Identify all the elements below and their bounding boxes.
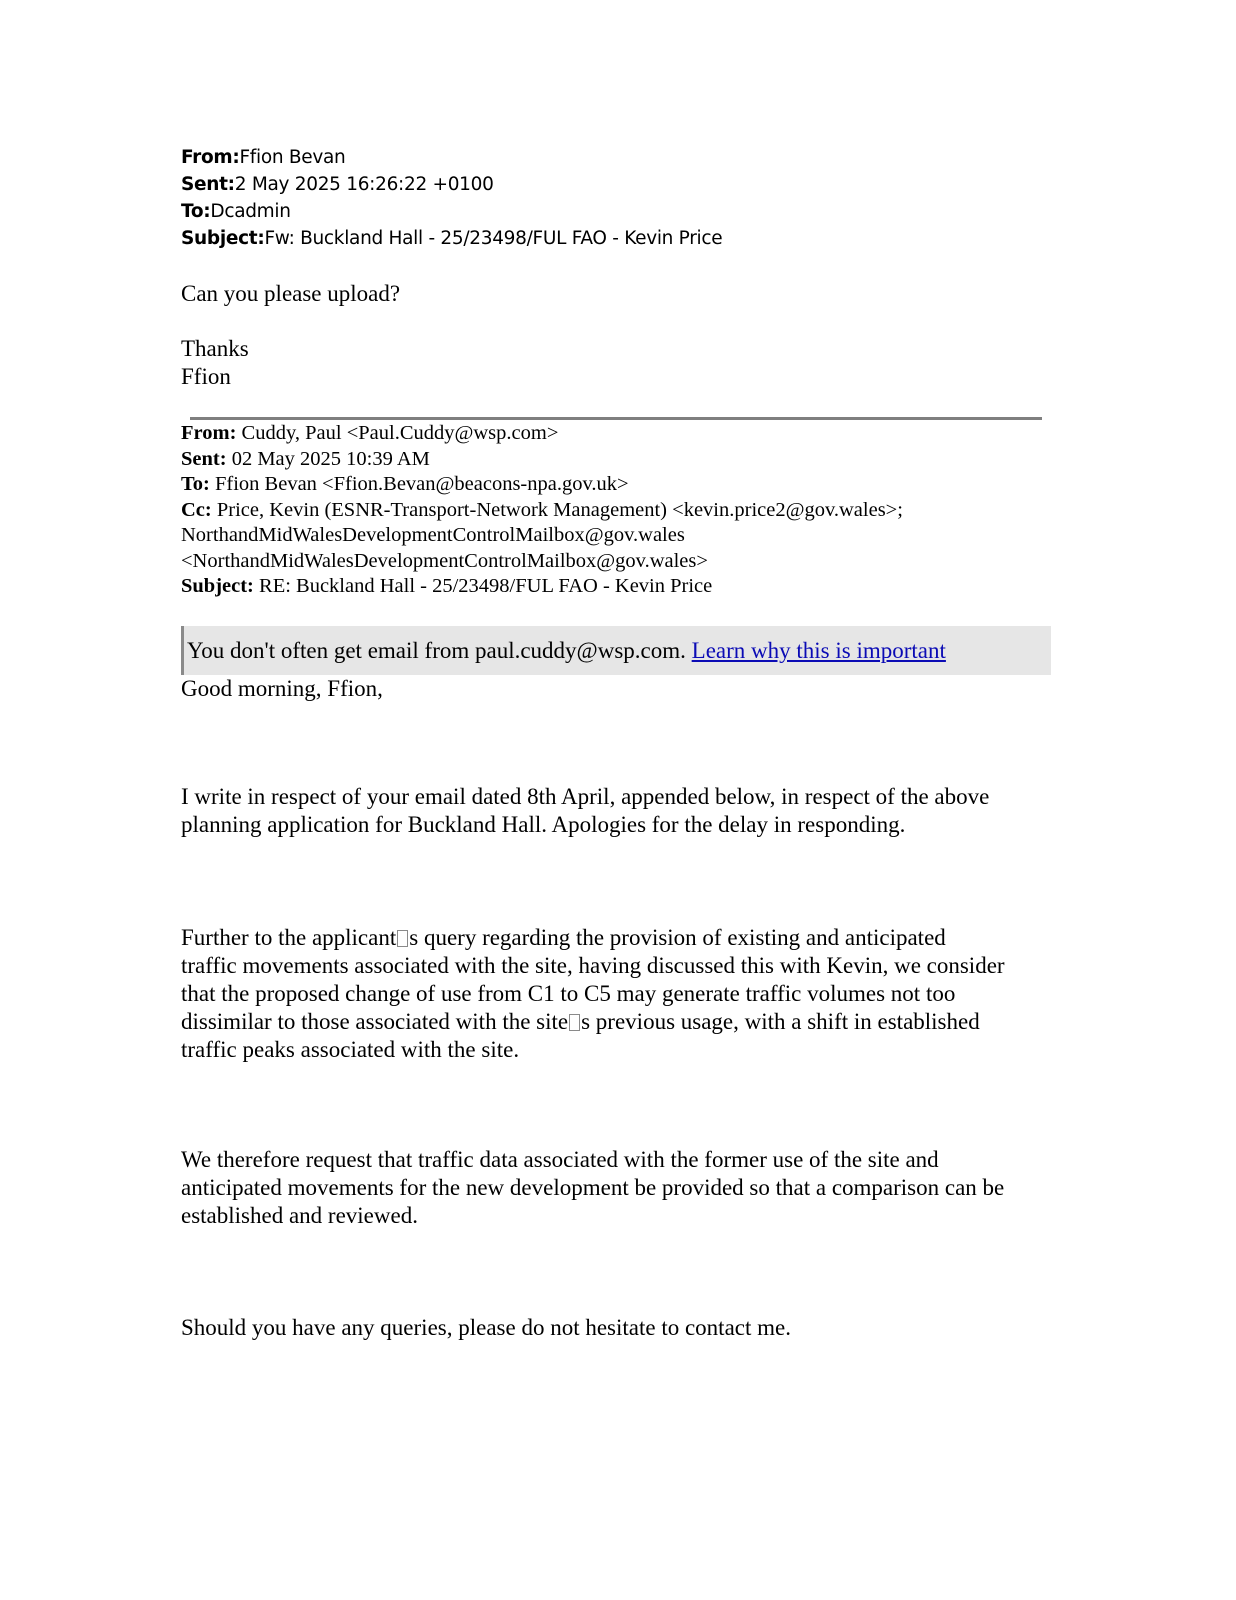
header-sent-row (181, 171, 722, 198)
greeting-line: Good morning, Ffion, (181, 676, 383, 701)
fwd-to-value: Ffion Bevan <Ffion.Bevan@beacons-npa.gov.uk> (209, 473, 629, 495)
paragraph-2 (181, 924, 1061, 1064)
fwd-to-label: To: (181, 473, 210, 495)
fwd-from-row (181, 421, 903, 447)
fwd-sent-label: Sent: (181, 447, 227, 470)
paragraph-line: that the proposed change of use from C1 to C5 may generate traffic volumes not too (181, 981, 956, 1006)
header-subject-row (181, 225, 722, 252)
forward-separator-line (190, 417, 1042, 420)
paragraph-text: dissimilar to those associated with the site (181, 1009, 569, 1034)
fwd-cc-row-continued: NorthandMidWalesDevelopmentControlMailbox@gov.wales (181, 524, 685, 546)
from-value: Ffion Bevan (239, 147, 346, 168)
paragraph-line: planning application for Buckland Hall. Apologies for the delay in responding. (181, 812, 906, 837)
fwd-subject-value: RE: Buckland Hall - 25/23498/FUL FAO - Kevin Price (253, 575, 713, 597)
closing-line: Should you have any queries, please do not hesitate to contact me. (181, 1315, 791, 1340)
closing-paragraph (181, 1314, 1061, 1342)
fwd-cc-label: Cc: (181, 498, 212, 521)
paragraph-line: I write in respect of your email dated 8th April, appended below, in respect of the above (181, 784, 990, 809)
fwd-subject-row (181, 574, 903, 600)
forwarded-email-header (181, 421, 903, 600)
fwd-from-value: Cuddy, Paul <Paul.Cuddy@wsp.com> (236, 422, 559, 444)
paragraph-text: s previous usage, with a shift in established (581, 1009, 980, 1034)
fwd-cc-row-continued: <NorthandMidWalesDevelopmentControlMailbox@gov.wales> (181, 549, 708, 572)
fwd-cc-value-line1: Price, Kevin (ESNR-Transport-Network Management) <kevin.price2@gov.wales>; (211, 498, 903, 521)
learn-why-important-link[interactable]: Learn why this is important (691, 638, 946, 663)
greeting (181, 675, 1061, 703)
from-label: From: (181, 147, 240, 168)
paragraph-line (181, 924, 1061, 952)
notice-text: You don't often get email from paul.cuddy@wsp.com. (187, 638, 692, 663)
to-value: Dcadmin (210, 201, 291, 222)
paragraph-line: traffic movements associated with the site, having discussed this with Kevin, we consider (181, 953, 1005, 978)
sent-label: Sent: (181, 174, 235, 195)
paragraph-3 (181, 1146, 1061, 1230)
fwd-subject-label: Subject: (181, 575, 254, 597)
paragraph-text: Further to the applicant (181, 925, 397, 950)
fwd-sent-row (181, 447, 903, 473)
intro-message (181, 280, 400, 391)
to-label: To: (181, 201, 211, 222)
fwd-cc-row (181, 498, 903, 524)
paragraph-text: s query regarding the provision of existing and anticipated (409, 925, 946, 950)
missing-glyph-box-icon (569, 1014, 580, 1031)
paragraph-line (181, 1008, 1061, 1036)
intro-signature-line: Ffion (181, 364, 231, 389)
paragraph-line: anticipated movements for the new development be provided so that a comparison can be (181, 1175, 1005, 1200)
subject-label: Subject: (181, 228, 265, 249)
fwd-to-row (181, 472, 903, 498)
paragraph-line: We therefore request that traffic data associated with the former use of the site and (181, 1147, 939, 1172)
subject-value: Fw: Buckland Hall - 25/23498/FUL FAO - Kevin Price (264, 228, 723, 249)
header-to-row (181, 198, 722, 225)
sent-value: 2 May 2025 16:26:22 +0100 (234, 174, 494, 195)
paragraph-line: traffic peaks associated with the site. (181, 1037, 520, 1062)
header-from-row (181, 144, 722, 171)
intro-request-line: Can you please upload? (181, 281, 401, 306)
intro-thanks-line: Thanks (181, 336, 249, 361)
fwd-sent-value: 02 May 2025 10:39 AM (226, 447, 430, 470)
paragraph-line: established and reviewed. (181, 1203, 418, 1228)
paragraph-1 (181, 783, 1061, 839)
external-sender-notice (181, 626, 1051, 675)
top-email-header (181, 144, 722, 252)
fwd-from-label: From: (181, 422, 237, 444)
missing-glyph-box-icon (397, 930, 408, 947)
